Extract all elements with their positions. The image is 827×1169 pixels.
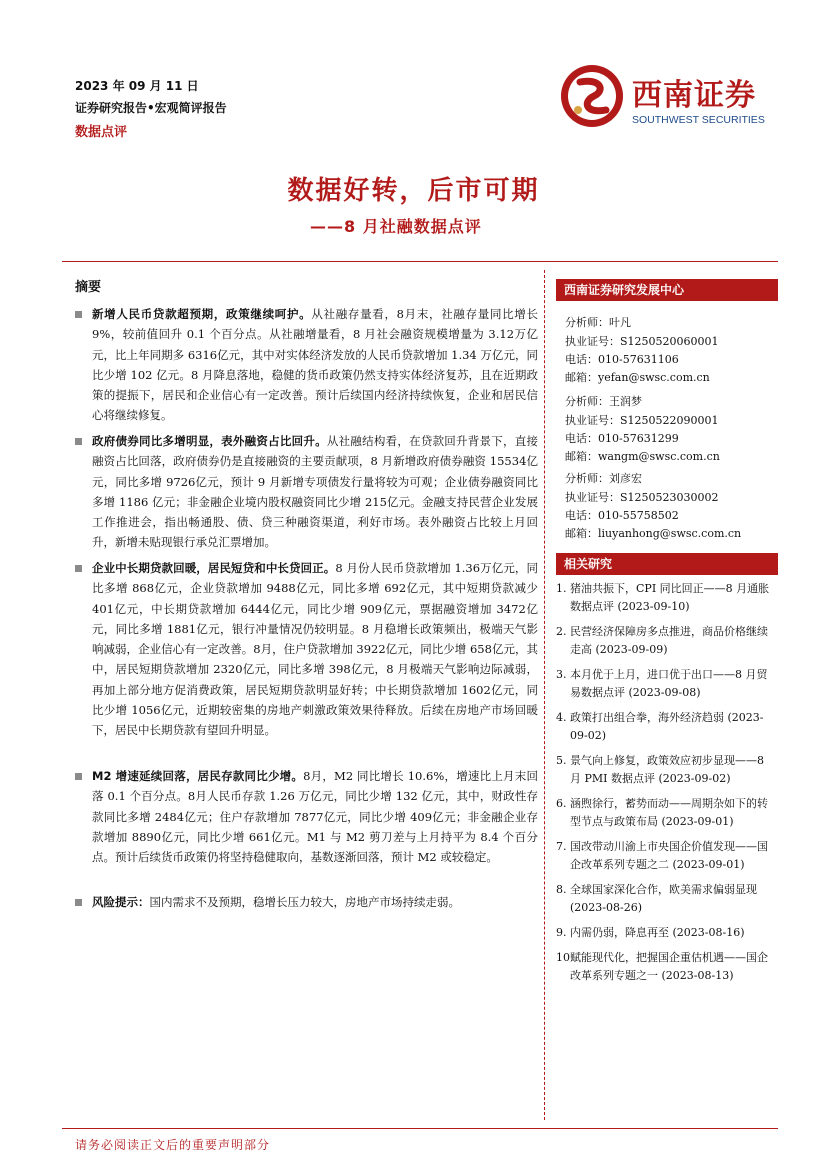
abstract-heading: 摘要 — [75, 280, 102, 295]
related-item[interactable]: 1. 猪油共振下，CPI 同比回正——8 月通胀数据点评 (2023-09-10) — [556, 582, 770, 613]
risk-body: 国内需求不及预期，稳增长压力较大，房地产市场持续走弱。 — [149, 895, 460, 909]
related-item[interactable]: 5. 景气向上修复，政策效应初步显现——8 月 PMI 数据点评 (2023-09-02) — [556, 754, 764, 785]
report-date: 2023 年 09 月 11 日 — [75, 79, 199, 93]
analyst-phone: 电话：010-57631299 — [565, 432, 679, 445]
related-research-heading: 相关研究 — [556, 553, 778, 575]
header-divider — [62, 261, 778, 262]
analyst-phone: 电话：010-57631106 — [565, 353, 679, 366]
paragraph-body: 从社融结构看，在贷款回升背景下，直接融资占比回落，政府债券仍是直接融资的主要贡献项，8 月新增政府债券融资 15534亿元，同比多增 9726亿元，预计 9 月新增专项债发行量将较为可观；企业债券融资同比多增 1186 亿元；非金融企业境内股权融资同比少增 215亿元。金融支持民营企业发展工作推进会，指出畅通股、债、贷三种融资渠道，利好市场。表外融资占比较上月回升，新增未贴现银行承兑汇票增加。 — [92, 434, 539, 550]
related-item[interactable]: 6. 涵煦徐行，蓄势而动——周期杂如下的转型节点与政策布局 (2023-09-01) — [556, 797, 768, 828]
disclaimer-note: 请务必阅读正文后的重要声明部分 — [75, 1138, 271, 1152]
report-type: 证券研究报告•宏观简评报告 — [75, 101, 227, 115]
analyst-license: 执业证号：S1250520060001 — [565, 335, 719, 348]
analyst-email[interactable]: 邮箱：yefan@swsc.com.cn — [565, 371, 710, 384]
related-item[interactable]: 7. 国改带动川渝上市央国企价值发现——国企改革系列专题之二 (2023-09-01) — [556, 840, 768, 871]
paragraph-body: 8 月份人民币贷款增加 1.36万亿元，同比多增 868亿元，企业贷款增加 9488亿元，同比多增 692亿元，其中短期贷款减少 401亿元，中长期贷款增加 6444亿元，同比少增 909亿元，票据融资增加 3472亿元，同比多增 1881亿元，银行冲量情况仍较明显。8 月稳增长政策频出，极端天气影响减弱，企业信心有一定改善。8月，住户贷款增加 3922亿元，同比少增 658亿元，其中，居民短期贷款增加 2320亿元，同比多增 398亿元，8 月极端天气影响边际减弱，再加上部分地方促消费政策，居民短期贷款明显好转；中长期贷款增加 1602亿元，同比少增 1056亿元，近期较密集的房地产刺激政策效果待释放。后续在房地产市场回暖下，居民中长期贷款有望回升明显。 — [92, 561, 539, 738]
paragraph-lead: 企业中长期贷款回暖，居民短贷和中长贷回正。 — [92, 561, 336, 575]
related-item[interactable]: 9. 内需仍弱，降息再至 (2023-08-16) — [556, 926, 745, 939]
analyst-name: 分析师：叶凡 — [565, 316, 631, 329]
abstract-paragraph — [75, 766, 538, 867]
related-research-list — [556, 580, 778, 992]
report-category: 数据点评 — [75, 125, 128, 140]
footer-divider — [62, 1128, 778, 1129]
risk-warning — [75, 892, 538, 912]
bullet-square-icon — [75, 773, 82, 780]
analyst-name: 分析师：刘彦宏 — [565, 472, 642, 485]
abstract-paragraph — [75, 558, 538, 741]
related-item[interactable]: 3. 本月优于上月，进口优于出口——8 月贸易数据点评 (2023-09-08) — [556, 668, 768, 699]
bullet-square-icon — [75, 899, 82, 906]
report-subtitle: ——8 月社融数据点评 — [310, 217, 482, 236]
company-logo — [560, 64, 770, 134]
analyst-license: 执业证号：S1250522090001 — [565, 414, 719, 427]
paragraph-lead: M2 增速延续回落，居民存款同比少增。 — [92, 769, 304, 783]
column-divider — [544, 270, 545, 1120]
paragraph-lead: 新增人民币贷款超预期，政策继续呵护。 — [92, 307, 312, 321]
related-item[interactable]: 8. 全球国家深化合作，欧美需求偏弱显现 (2023-08-26) — [556, 883, 757, 914]
analyst-name: 分析师：王润梦 — [565, 395, 642, 408]
paragraph-body: 从社融存量看，8月末，社融存量同比增长 9%，较前值回升 0.1 个百分点。从社融增量看，8 月社会融资规模增量为 3.12万亿元，比上年同期多 6316亿元，其中对实体经济发放的人民币贷款增加 1.34 万亿元，同比少增 102 亿元。8 月降息落地，稳健的货币政策仍然支持实体经济复苏，且在近期政策的提振下，居民和企业信心有一定改善。预计后续国内经济持续恢复，企业和居民信心将继续修复。 — [92, 307, 538, 423]
analyst-license: 执业证号：S1250523030002 — [565, 491, 719, 504]
research-center-heading: 西南证券研究发展中心 — [556, 279, 778, 301]
logo-text-en: SOUTHWEST SECURITIES — [632, 114, 765, 126]
analyst-phone: 电话：010-55758502 — [565, 509, 679, 522]
related-item[interactable]: 4. 政策打出组合拳，海外经济趋弱 (2023-09-02) — [556, 711, 764, 742]
report-title: 数据好转，后市可期 — [287, 176, 540, 206]
bullet-square-icon — [75, 438, 82, 445]
paragraph-body: 8月，M2 同比增长 10.6%，增速比上月末回落 0.1 个百分点。8月人民币存款 1.26 万亿元，同比少增 132 亿元，其中，财政性存款同比多增 2484亿元；住户存款增加 7877亿元，同比少增 409亿元；非金融企业存款增加 8890亿元，同比少增 661亿元。M1 与 M2 剪刀差与上月持平为 8.4 个百分点。预计后续货币政策仍将坚持稳健取向，基数逐渐回落，预计 M2 或较稳定。 — [92, 769, 538, 865]
logo-emblem-icon — [560, 64, 624, 128]
analyst-email[interactable]: 邮箱：liuyanhong@swsc.com.cn — [565, 527, 742, 540]
analyst-email[interactable]: 邮箱：wangm@swsc.com.cn — [565, 450, 720, 463]
abstract-paragraph — [75, 431, 538, 553]
paragraph-lead: 政府债券同比多增明显，表外融资占比回升。 — [92, 434, 327, 448]
bullet-square-icon — [75, 311, 82, 318]
related-item[interactable]: 10. 赋能现代化，把握国企重估机遇——国企改革系列专题之一 (2023-08-13) — [556, 951, 768, 982]
abstract-paragraph — [75, 304, 538, 426]
logo-text-cn: 西南证券 — [632, 78, 756, 113]
related-item[interactable]: 2. 民营经济保障房多点推进，商品价格继续走高 (2023-09-09) — [556, 625, 768, 656]
bullet-square-icon — [75, 565, 82, 572]
risk-label: 风险提示： — [92, 895, 150, 909]
